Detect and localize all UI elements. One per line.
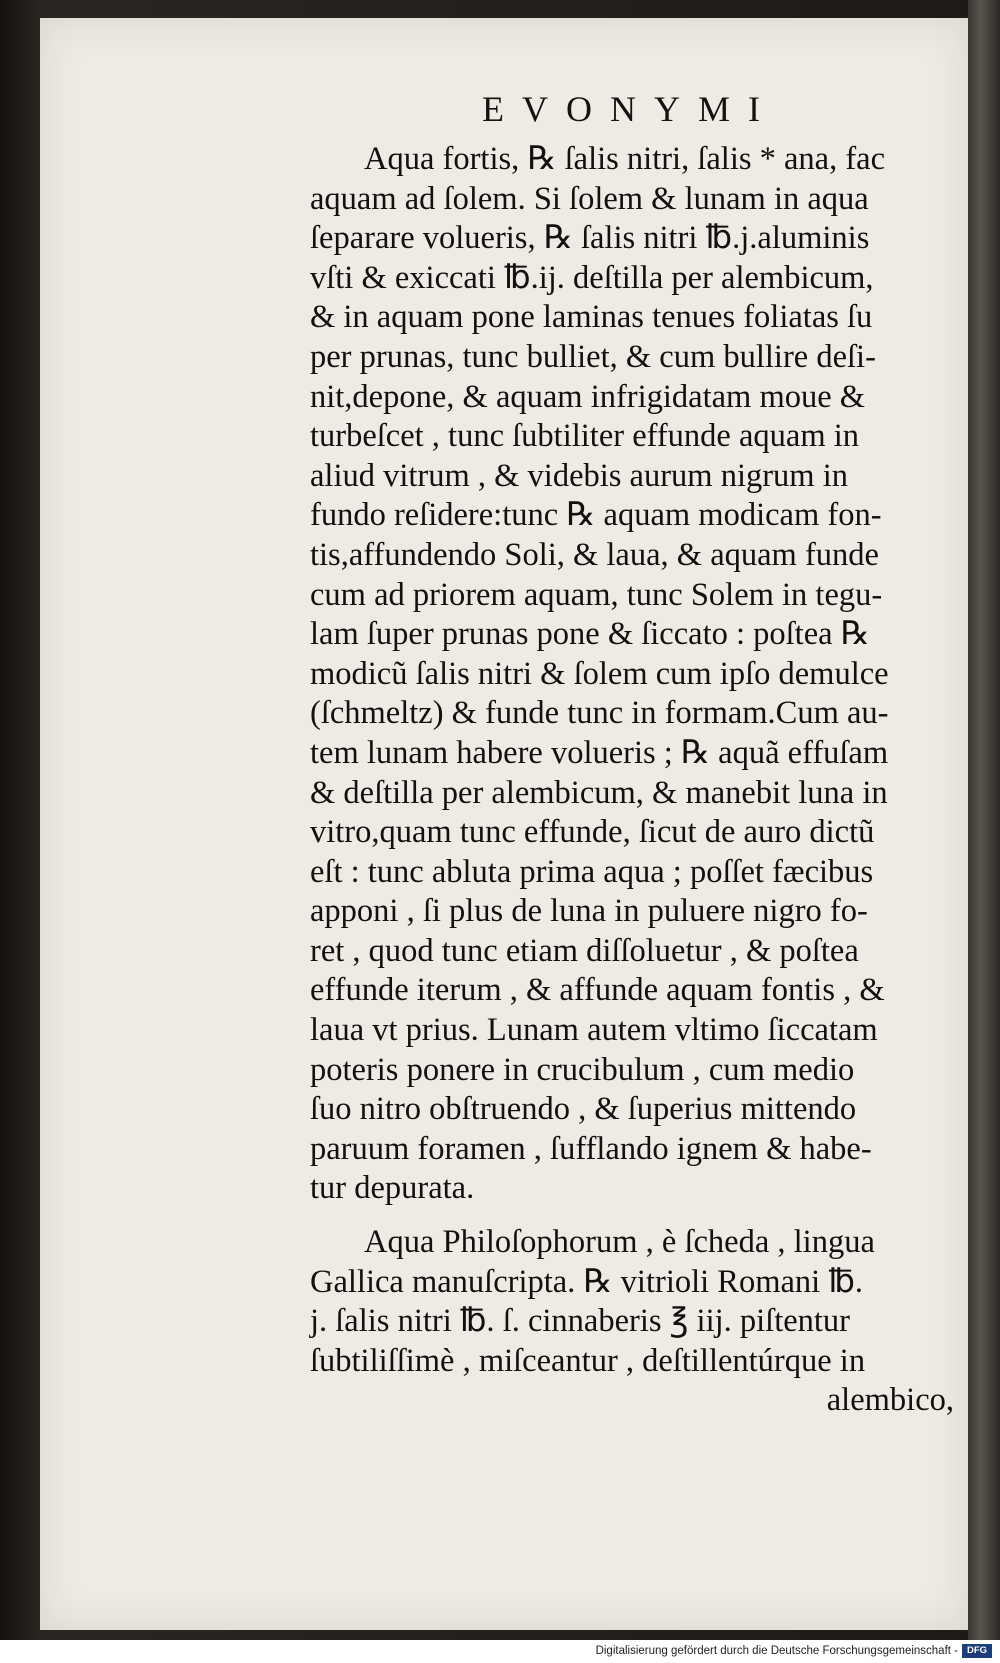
text-line: vſti & exiccati ℔.ij. deſtilla per alembicum,	[310, 259, 874, 296]
text-line: ſubtiliſſimè , miſceantur , deſtillentúrque in	[310, 1342, 866, 1379]
text-line: tis,affundendo Soli, & laua, & aquam funde	[310, 536, 879, 573]
paragraph-2	[310, 1223, 960, 1421]
running-title: EVONYMI	[482, 89, 778, 129]
text-line: Aqua Philoſophorum , è ſcheda , lingua	[364, 1224, 875, 1261]
text-line: turbeſcet , tunc ſubtiliter effunde aquam in	[310, 418, 860, 455]
text-line: apponi , ſi plus de luna in puluere nigro fo-	[310, 893, 868, 930]
text-line: vitro,quam tunc effunde, ſicut de auro dictũ	[310, 814, 875, 851]
text-line: ſeparare volueris, ℞ ſalis nitri ℔.j.aluminis	[310, 220, 870, 257]
paragraph-1	[310, 140, 960, 1209]
digitization-credit: Digitalisierung gefördert durch die Deutsche Forschungsgemeinschaft -	[595, 1645, 958, 1657]
text-line: ſuo nitro obſtruendo , & ſuperius mittendo	[310, 1091, 857, 1128]
text-line: ret , quod tunc etiam diſſoluetur , & poſtea	[310, 932, 859, 969]
text-line: Aqua fortis, ℞ ſalis nitri, ſalis * ana, fac	[364, 141, 886, 177]
text-line: laua vt prius. Lunam autem vltimo ſiccatam	[310, 1012, 878, 1049]
text-line: aliud vitrum , & videbis aurum nigrum in	[310, 457, 848, 494]
text-line: aquam ad ſolem. Si ſolem & lunam in aqua	[310, 180, 869, 217]
dfg-logo-icon: DFG	[962, 1644, 992, 1658]
text-line: cum ad priorem aquam, tunc Solem in tegu-	[310, 576, 883, 613]
book-fore-edge	[968, 0, 1000, 1640]
text-line: effunde iterum , & affunde aquam fontis , &	[310, 972, 885, 1009]
text-line: j. ſalis nitri ℔. ſ. cinnaberis ℥ iij. piſtentur	[310, 1303, 850, 1340]
paragraph-gap	[310, 1209, 960, 1223]
text-line: per prunas, tunc bulliet, & cum bullire deſi-	[310, 338, 876, 375]
text-line: paruum foramen , ſufflando ignem & habe-	[310, 1130, 872, 1167]
text-line: (ſchmeltz) & funde tunc in formam.Cum au-	[310, 695, 889, 732]
text-line: & in aquam pone laminas tenues foliatas ſu	[310, 299, 873, 336]
text-line: lam ſuper prunas pone & ſiccato : poſtea ℞	[310, 616, 870, 653]
text-line: Gallica manuſcripta. ℞ vitrioli Romani ℔.	[310, 1263, 864, 1300]
page-text	[310, 140, 960, 1421]
catchword-line: alembico,	[826, 1382, 954, 1419]
text-line: tur depurata.	[310, 1170, 475, 1207]
text-line: tem lunam habere volueris ; ℞ aquã effuſam	[310, 734, 889, 771]
text-line: & deſtilla per alembicum, & manebit luna in	[310, 774, 888, 811]
text-line: poteris ponere in crucibulum , cum medio	[310, 1051, 855, 1088]
text-line: modicũ ſalis nitri & ſolem cum ipſo demulce	[310, 655, 889, 692]
text-line: fundo reſidere:tunc ℞ aquam modicam fon-	[310, 497, 882, 534]
text-line: nit,depone, & aquam infrigidatam moue &	[310, 378, 866, 415]
text-line: eſt : tunc abluta prima aqua ; poſſet fæcibus	[310, 853, 874, 890]
